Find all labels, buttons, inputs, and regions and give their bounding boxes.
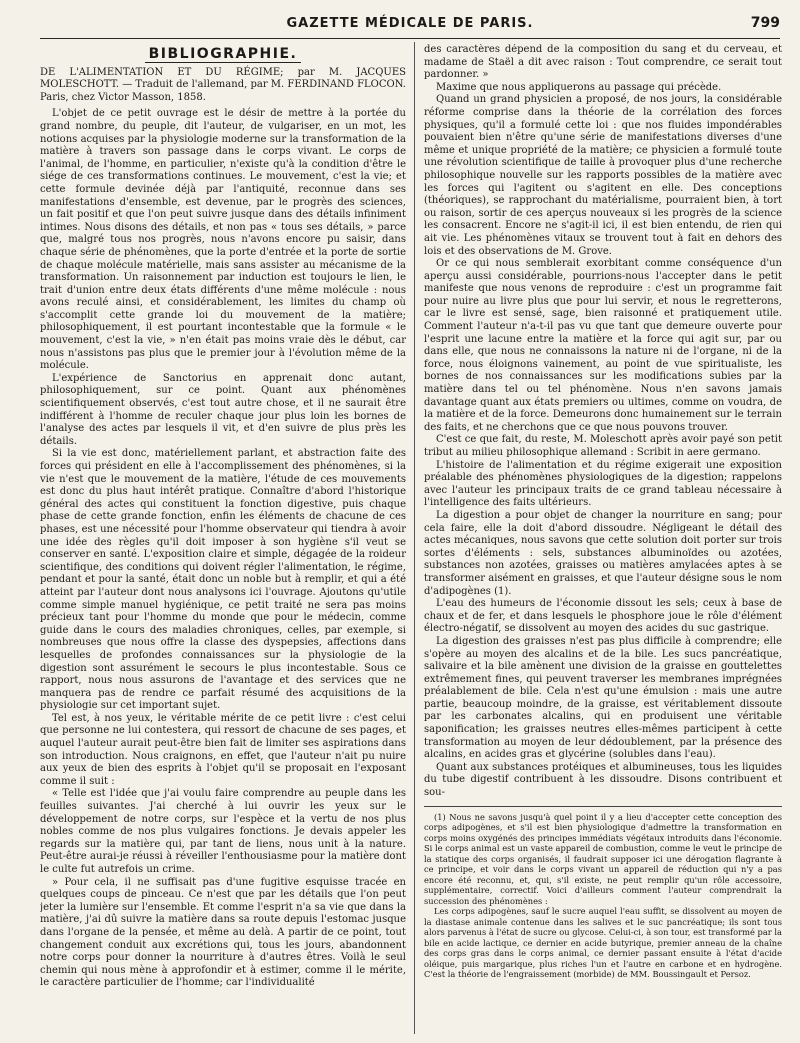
paragraph: L'objet de ce petit ouvrage est le désir de mettre à la portée du grand nombre, du peuple, dit l'auteur, de vulgariser, en un mot, les notions acquises par la physiologie moderne sur la transformation de la matière à travers son passage dans le corps vivant. Le corps de l'animal, de l'homme, en particulier, n'existe qu'à la condition d'être le siége de ces transformations continues. Le mouvement, c'est la vie; et cette formule devinée déjà par l'antiquité, reconnue dans ses manifestations d'ensemble, est devenue, par le progrès des sciences, un fait positif et que l'on peut suivre jusque dans des détails infiniment intimes. Nous disons des détails, et non pas « tous ses détails, » parce que, malgré tous nos progrès, nous n'avons encore pu saisir, dans chaque série de phénomènes, que la porte d'entrée et la porte de sortie de chaque molécule matérielle, mais sans assister au mécanisme de la transformation. Un raisonnement par induction est toujours le lien, le trait d'union entre deux états différents d'une même molécule : nous avons reculé ainsi, et considérablement, les limites du champ où s'accomplit cette grande loi du mouvement de la matière; philosophiquement, il est pourtant incontestable que la formule « le mouvement, c'est la vie, » n'en était pas moins vraie dès le début, car nous n'assistons pas plus que le premier jour à l'évolution même de la molécule. <box>40 108 406 372</box>
section-title <box>40 48 406 61</box>
footnote-rule <box>424 806 782 807</box>
left-column <box>40 44 406 1034</box>
paragraph: Or ce qui nous semblerait exorbitant comme conséquence d'un aperçu aussi considérable, pourrions-nous l'accepter dans le petit manifeste que nous venons de reproduire : c'est un programme fait pour nuire au livre plus que pour lui servir, et nous le regretterons, car le livre est sensé, sage, bien raisonné et pratiquement utile. Comment l'auteur n'a-t-il pas vu que tant que demeure ouverte pour l'esprit une lacune entre la matière et la force qui agit sur, par ou dans elle, que nous ne connaissons la nature ni de l'organe, ni de la force, nous éloignons vainement, au point de vue spiritualiste, les bornes de nos connaissances sur les modifications subies par la matière dans tel ou tel phénomène. Nous n'en savons jamais davantage quant aux états premiers ou ultimes, comme on voudra, de la matière et de la force. Demeurons donc humainement sur le terrain des faits, et ne cherchons que ce que nous pouvons trouver. <box>424 258 782 433</box>
footnote: (1) Nous ne savons jusqu'à quel point il y a lieu d'accepter cette conception des corps adipogènes, et s'il est bien physiologique d'admettre la transformation en corps moins oxygénés des principes immédiats végétaux introduits dans l'économie. Si le corps animal est un vaste appareil de combustion, comme le veut le principe de la statique des corps organisés, il faudrait supposer ici une dérogation flagrante à ce principe, et voir dans le corps vivant un appareil de réduction qui n'y a pas encore été reconnu, et, qui, s'il existe, ne peut remplir qu'un rôle accessoire, supplémentaire, correctif. Voici d'ailleurs comment l'auteur comprendrait la succession des phénomènes : <box>424 811 782 906</box>
paragraph: Maxime que nous appliquerons au passage qui précède. <box>436 81 722 93</box>
quote-paragraph: » Pour cela, il ne suffisait pas d'une fugitive esquisse tracée en quelques coups de pinceau. Ce n'est que par les détails que l'on peut jeter la lumière sur l'ensemble. Et comme l'esprit n'a sa vie que dans la matière, j'ai dû suivre la matière dans sa route depuis l'estomac jusque dans l'organe de la pensée, et même au delà. A partir de ce point, tout changement conduit aux excrétions qui, tous les jours, abandonnent notre corps pour donner la nourriture à d'autres êtres. Voilà le seul chemin qui nous mène à approfondir et à estimer, comme il le mérite, le caractère particulier de l'homme; car l'individualité <box>40 876 406 989</box>
paragraph: Tel est, à nos yeux, le véritable mérite de ce petit livre : c'est celui que personne ne lui contestera, qui ressort de chacune de ses pages, et auquel l'auteur aurait peut-être bien fait de limiter ses aspirations dans son introduction. Nous craignons, en effet, que l'auteur n'ait pu nuire aux yeux de bien des esprits à l'objet qu'il se proposait en l'exposant comme il suit : <box>40 712 406 787</box>
paragraph: L'histoire de l'alimentation et du régime exigerait une exposition préalable des phénomènes physiologiques de la digestion; rappelons avec l'auteur les principaux traits de ce grand tableau nécessaire à l'intelligence des faits ultérieurs. <box>424 459 782 509</box>
footnote: Les corps adipogènes, sauf le sucre auquel l'eau suffit, se dissolvent au moyen de la diastase animale contenue dans les salives et le suc pancréatique; ils sont tous alors parvenus à l'état de sucre ou glycose. Celui-ci, à son tour, est transformé par la bile en acide lactique, ce dernier en acide butyrique, premier anneau de la chaîne des corps gras dans le corps animal, ce dernier passant ensuite à l'état d'acide oléique, puis margarique, plus riches l'un et l'autre en carbone et en hydrogène. C'est la théorie de l'engraissement (morbide) de MM. Boussingault et Persoz. <box>424 906 782 980</box>
paragraph: C'est ce que fait, du reste, M. Moleschott après avoir payé son petit tribut au milieu philosophique allemand : Scribit in aere germano. <box>424 434 782 458</box>
paragraph: L'eau des humeurs de l'économie dissout les sels; ceux à base de chaux et de fer, et dans lesquels le phosphore joue le rôle d'élément électro-négatif, se dissolvent au moyen des acides du suc gastrique. <box>424 598 782 635</box>
right-column <box>424 44 782 1034</box>
book-reference: DE L'ALIMENTATION ET DU RÉGIME; par M. JACQUES MOLESCHOTT. — Traduit de l'allemand, par M. FERDINAND FLOCON. Paris, chez Victor Masson, 1858. <box>40 66 406 103</box>
paragraph: L'expérience de Sanctorius en apprenait donc autant, philosophiquement, sur ce point. Quant aux phénomènes scientifiquement observés, c'est tout autre chose, et il ne saurait être indifférent à l'homme de reculer chaque jour plus loin les bornes de l'analyse des actes par lesquels il vit, et d'en suivre de plus près les détails. <box>40 372 406 447</box>
paragraph: La digestion des graisses n'est pas plus difficile à comprendre; elle s'opère au moyen des alcalins et de la bile. Les sucs pancréatique, salivaire et la bile amènent une division de la graisse en gouttelettes extrêmement fines, qui peuvent traverser les membranes imprégnées préalablement de bile. Cela n'est qu'une émulsion : mais une autre partie, beaucoup moindre, de la graisse, est véritablement dissoute par les carbonates alcalins, qui en produisent une véritable saponification; les graisses neutres elles-mêmes participent à cette transformation au moyen de leur dédoublement, par la présence des alcalins, en acides gras et glycérine (solubles dans l'eau). <box>424 635 782 761</box>
quote-paragraph: « Telle est l'idée que j'ai voulu faire comprendre au peuple dans les feuilles suivantes. J'ai cherché à lui ouvrir les yeux sur le développement de notre corps, sur l'espèce et la vertu de nos plus nobles comme de nos plus vulgaires fonctions. Je devais appeler les regards sur la matière qui, par tant de liens, nous unit à la nature. Peut-être aurai-je réussi à réveiller l'enthousiasme pour la matière dont le culte fut autrefois un crime. <box>40 788 406 875</box>
section-title-text: BIBLIOGRAPHIE. <box>145 46 302 63</box>
paragraph: Quant aux substances protéiques et albumineuses, tous les liquides du tube digestif contribuent à les dissoudre. Disons contribuent et sou- <box>424 761 782 799</box>
page-number: 799 <box>750 15 780 31</box>
footnotes <box>424 812 782 980</box>
paragraph: Quand un grand physicien a proposé, de nos jours, la considérable réforme comprise dans la théorie de la corrélation des forces physiques, qu'il a formulé cette loi : que nos fluides impondérables pouvaient bien n'être qu'une série de manifestations diverses d'une même et unique propriété de la matière; ce physicien a formulé toute une révolution scientifique de taille à provoquer plus d'une recherche philosophique nouvelle sur les rapports possibles de la matière avec les forces qui l'agitent ou s'agitent en elle. Des conceptions (théoriques), se rapprochant du matérialisme, pourraient bien, à tort ou raison, sortir de ces aperçus nouveaux si les progrès de la science les consacrent. Encore ne s'agit-il ici, il est bien entendu, de rien qui ait vie. Les phénomènes vitaux se trouvent tout à fait en dehors des lois et des observations de M. Grove. <box>424 94 782 257</box>
column-divider <box>414 42 415 1034</box>
paragraph: des caractères dépend de la composition du sang et du cerveau, et madame de Staël a dit avec raison : Tout comprendre, ce serait tout pardonner. » <box>424 44 782 81</box>
running-header <box>40 14 780 39</box>
paragraph: Si la vie est donc, matériellement parlant, et abstraction faite des forces qui président en elle à l'accomplissement des phénomènes, si la vie n'est que le mouvement de la matière, l'étude de ces mouvements est donc du plus haut intérêt pratique. Connaître d'abord l'historique général des actes qui constituent la fonction digestive, puis chaque phase de cette grande fonction, enfin les éléments de chacune de ces phases, est une nécessité pour l'homme observateur qui tiendra à avoir une idée des règles qu'il doit imposer à son hygiène s'il veut se conserver en santé. L'exposition claire et simple, dégagée de la roideur scientifique, des conditions qui doivent régler l'alimentation, le régime, pendant et pour la santé, était donc un noble but à remplir, et qui a été atteint par l'auteur dont nous analysons ici l'ouvrage. Ajoutons qu'utile comme simple manuel hygiénique, ce petit traité ne sera pas moins précieux tant pour l'homme du monde que pour le médecin, comme guide dans le cours des maladies chroniques, celles, par exemple, si nombreuses que nous offre la classe des dyspepsies, affections dans lesquelles de profondes connaissances sur la physiologie de la digestion sont assurément le secours le plus incontestable. Sous ce rapport, nous nous assurons de l'avantage et des services que ne manquera pas de rendre ce parfait résumé des acquisitions de la physiologie sur cet important sujet. <box>40 448 406 712</box>
quoted-passage <box>40 788 406 990</box>
journal-title: GAZETTE MÉDICALE DE PARIS. <box>286 16 534 31</box>
paragraph: La digestion a pour objet de changer la nourriture en sang; pour cela faire, elle la doit d'abord dissoudre. Négligeant le détail des actes mécaniques, nous savons que cette solution doit porter sur trois sortes d'éléments : sels, substances albuminoïdes ou azotées, substances non azotées, graisses ou matières amylacées aptes à se transformer aisément en graisses, et que l'auteur désigne sous le nom d'adipogènes (1). <box>424 509 782 597</box>
